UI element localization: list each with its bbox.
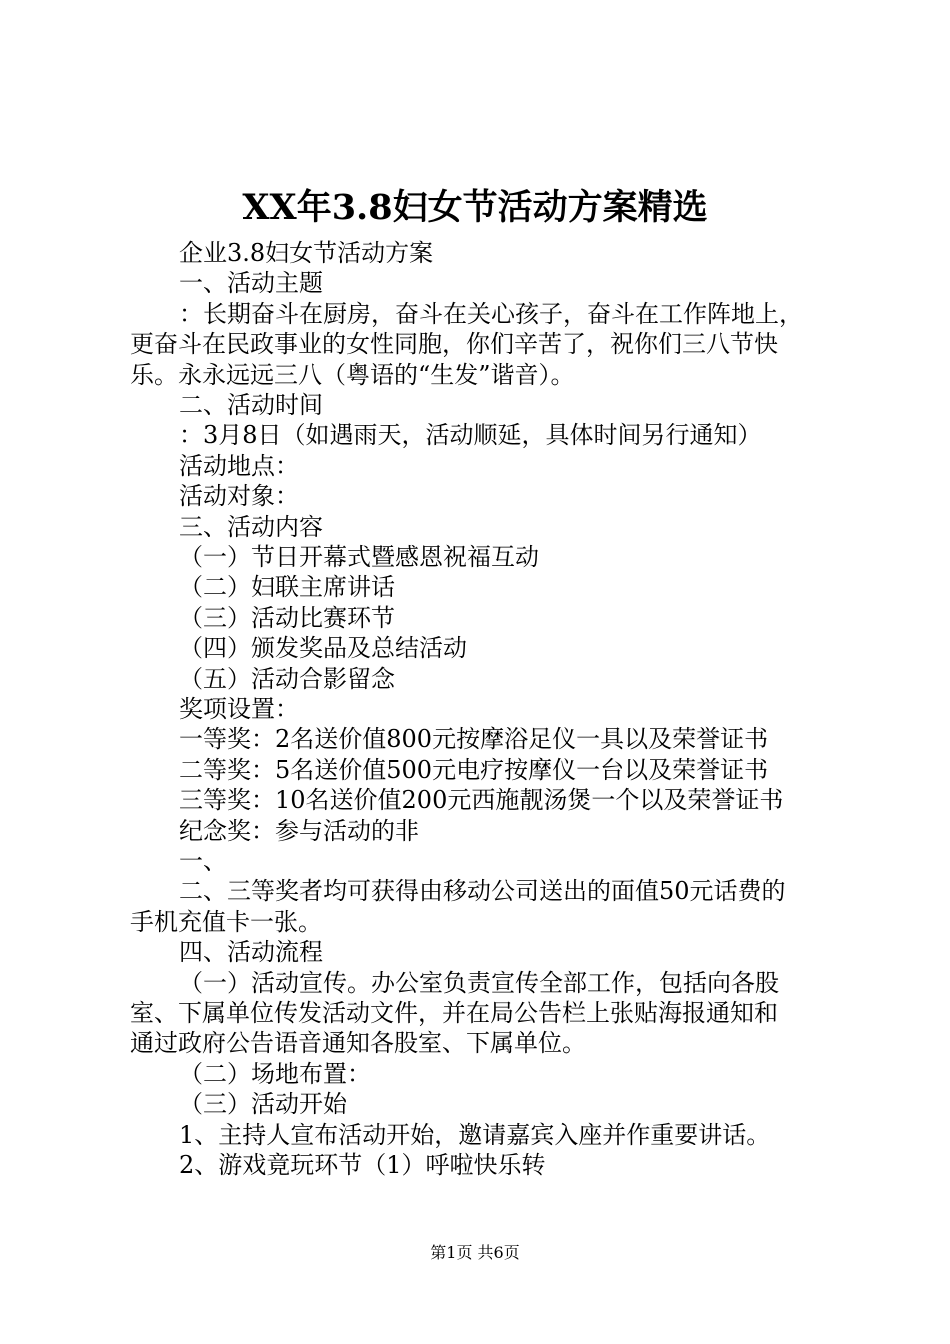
section-heading: 一、活动主题 <box>179 269 323 297</box>
paragraph-line: 通过政府公告语音通知各股室、下属单位。 <box>130 1029 586 1057</box>
paragraph-line: ：长期奋斗在厨房，奋斗在关心孩子，奋斗在工作阵地上， <box>179 300 803 328</box>
award-line: 二等奖：5名送价值500元电疗按摩仪一台以及荣誉证书 <box>179 756 769 784</box>
section-heading: 三、活动内容 <box>179 513 323 541</box>
paragraph-line: ：3月8日（如遇雨天，活动顺延，具体时间另行通知） <box>179 421 762 449</box>
list-item: （五）活动合影留念 <box>179 665 395 693</box>
paragraph-line: 1、主持人宣布活动开始，邀请嘉宾入座并作重要讲话。 <box>179 1121 771 1149</box>
paragraph-line: 活动对象： <box>179 482 299 510</box>
award-line: 三等奖：10名送价值200元西施靓汤煲一个以及荣誉证书 <box>179 786 784 814</box>
paragraph-line: 手机充值卡一张。 <box>130 908 322 936</box>
subtitle-line: 企业3.8妇女节活动方案 <box>179 239 434 267</box>
list-item: （二）妇联主席讲话 <box>179 573 395 601</box>
list-item: （四）颁发奖品及总结活动 <box>179 634 467 662</box>
list-item: （二）场地布置： <box>179 1060 371 1088</box>
paragraph-line: 乐。永永远远三八（粤语的“生发”谐音）。 <box>130 361 575 389</box>
paragraph-line: 室、下属单位传发活动文件，并在局公告栏上张贴海报通知和 <box>130 999 778 1027</box>
list-item: （三）活动比赛环节 <box>179 604 395 632</box>
paragraph-line: 奖项设置： <box>179 695 299 723</box>
paragraph-line: 活动地点： <box>179 452 299 480</box>
paragraph-line: 2、游戏竟玩环节（1）呼啦快乐转 <box>179 1151 546 1179</box>
section-heading: 二、活动时间 <box>179 391 323 419</box>
list-item: （三）活动开始 <box>179 1090 347 1118</box>
paragraph-line: 二、三等奖者均可获得由移动公司送出的面值50元话费的 <box>179 877 786 905</box>
list-item: （一）节日开幕式暨感恩祝福互动 <box>179 543 539 571</box>
paragraph-line: 一、 <box>179 847 227 875</box>
paragraph-line: 更奋斗在民政事业的女性同胞，你们辛苦了，祝你们三八节快 <box>130 330 778 358</box>
award-line: 一等奖：2名送价值800元按摩浴足仪一具以及荣誉证书 <box>179 725 769 753</box>
section-heading: 四、活动流程 <box>179 938 323 966</box>
paragraph-line: （一）活动宣传。办公室负责宣传全部工作，包括向各股 <box>179 969 779 997</box>
page-footer: 第1页 共6页 <box>430 1243 520 1262</box>
document-title: XX年3.8妇女节活动方案精选 <box>242 187 708 228</box>
award-line: 纪念奖：参与活动的非 <box>179 817 419 845</box>
